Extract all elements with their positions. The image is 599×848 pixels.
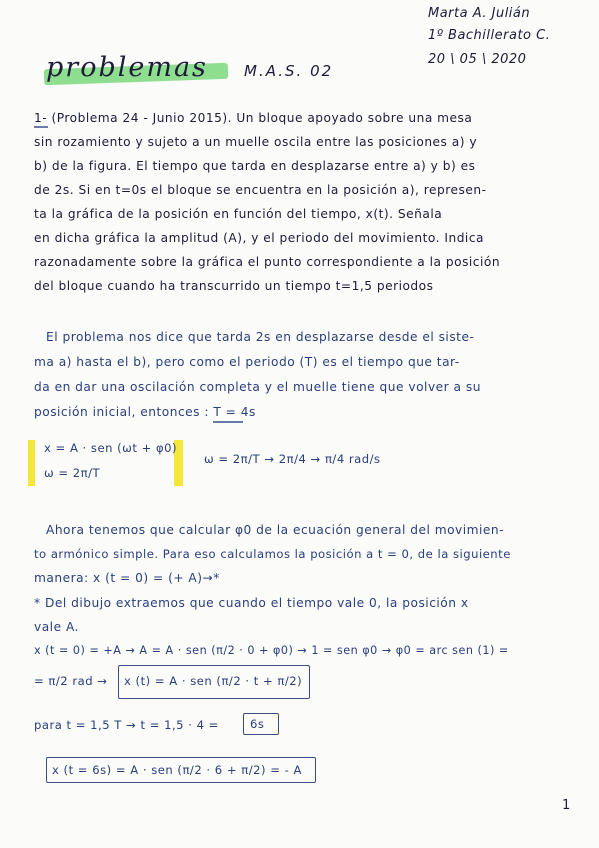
phase-derivation: x (t = 0) = +A → A = A · sen (π/2 · 0 + φ0) → 1 = sen φ0 → φ0 = arc sen (1) = [34, 644, 509, 657]
page-title: problemas [46, 52, 208, 83]
page-number: 1 [562, 798, 571, 813]
problem-line: sin rozamiento y sujeto a un muelle oscila entre las posiciones a) y [34, 135, 478, 149]
date-label: 20 \ 05 \ 2020 [428, 52, 527, 67]
problem-line: de 2s. Si en t=0s el bloque se encuentra en la posición a), represen- [34, 183, 487, 197]
general-equation: x = A · sen (ωt + φ0) [44, 441, 178, 455]
answer-line: vale A. [34, 620, 79, 634]
omega-calculation: ω = 2π/T → 2π/4 → π/4 rad/s [204, 452, 381, 466]
formula-highlight-left [28, 440, 35, 486]
problem-line: del bloque cuando ha transcurrido un tiempo t=1,5 periodos [34, 279, 434, 293]
answer-line: da en dar una oscilación completa y el muelle tiene que volver a su [34, 380, 481, 394]
time-result: 6s [250, 717, 265, 731]
time-calculation: para t = 1,5 T → t = 1,5 · 4 = [34, 718, 219, 732]
course-label: 1º Bachillerato C. [428, 28, 551, 43]
answer-line: * Del dibujo extraemos que cuando el tiempo vale 0, la posición x [34, 596, 469, 610]
phase-result: = π/2 rad → [34, 674, 108, 688]
problem-line: ta la gráfica de la posición en función del tiempo, x(t). Señala [34, 207, 443, 221]
period-underline [213, 421, 243, 423]
answer-line: Ahora tenemos que calcular φ0 de la ecuación general del movimien- [46, 523, 505, 537]
answer-line: to armónico simple. Para eso calculamos la posición a t = 0, de la siguiente [34, 547, 511, 561]
final-result: x (t = 6s) = A · sen (π/2 · 6 + π/2) = - A [52, 763, 302, 777]
problem-line: 1- (Problema 24 - Junio 2015). Un bloque apoyado sobre una mesa [34, 111, 473, 125]
problem-number-underline [34, 126, 48, 128]
answer-line: ma a) hasta el b), pero como el periodo (T) es el tiempo que tar- [34, 355, 460, 369]
problem-line: en dicha gráfica la amplitud (A), y el periodo del movimiento. Indica [34, 231, 484, 245]
angular-frequency-equation: ω = 2π/T [44, 466, 101, 480]
answer-line: posición inicial, entonces : T = 4s [34, 405, 256, 419]
page-subtitle: M.A.S. 02 [244, 62, 334, 80]
problem-line: razonadamente sobre la gráfica el punto correspondiente a la posición [34, 255, 501, 269]
answer-line: manera: x (t = 0) = (+ A)→* [34, 571, 220, 585]
problem-line: b) de la figura. El tiempo que tarda en desplazarse entre a) y b) es [34, 159, 476, 173]
author-name: Marta A. Julián [428, 6, 531, 21]
answer-line: El problema nos dice que tarda 2s en desplazarse desde el siste- [46, 330, 475, 344]
position-equation: x (t) = A · sen (π/2 · t + π/2) [124, 674, 303, 688]
